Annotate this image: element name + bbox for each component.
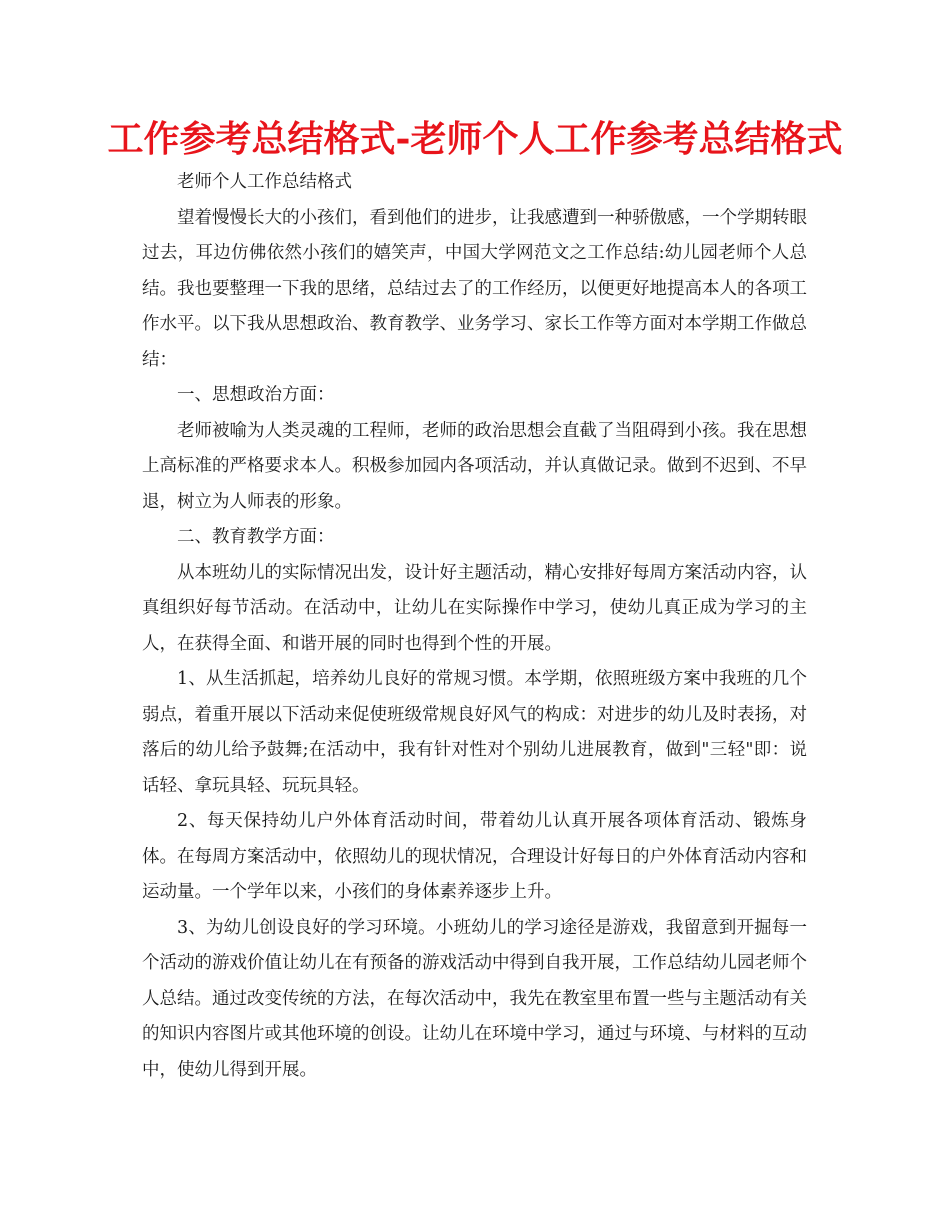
paragraph-item-3: 3、为幼儿创设良好的学习环境。小班幼儿的学习途径是游戏，我留意到开掘每一个活动的游戏价值让幼儿在有预备的游戏活动中得到自我开展，工作总结幼儿园老师个人总结。通过改变传统的方法，在每次活动中，我先在教室里布置一些与主题活动有关的知识内容图片或其他环境的创设。让幼儿在环境中学习，通过与环境、与材料的互动中，使幼儿得到开展。 — [142, 917, 807, 1080]
paragraph-item-1: 1、从生活抓起，培养幼儿良好的常规习惯。本学期，依照班级方案中我班的几个弱点，着重开展以下活动来促使班级常规良好风气的构成：对进步的幼儿及时表扬，对落后的幼儿给予鼓舞;在活动中，我有针对性对个别幼儿进展教育，做到"三轻"即：说话轻、拿玩具轻、玩玩具轻。 — [142, 669, 807, 796]
section-heading-politics: 一、思想政治方面： — [177, 385, 335, 405]
paragraph-item-2: 2、每天保持幼儿户外体育活动时间，带着幼儿认真开展各项体育活动、锻炼身体。在每周方案活动中，依照幼儿的现状情况，合理设计好每日的户外体育活动内容和运动量。一个学年以来，小孩们的身体素养逐步上升。 — [142, 811, 807, 902]
paragraph-politics: 老师被喻为人类灵魂的工程师，老师的政治思想会直截了当阻碍到小孩。我在思想上高标准的严格要求本人。积极参加园内各项活动，并认真做记录。做到不迟到、不早退，树立为人师表的形象。 — [142, 420, 807, 512]
paragraph-teaching: 从本班幼儿的实际情况出发，设计好主题活动，精心安排好每周方案活动内容，认真组织好每节活动。在活动中，让幼儿在实际操作中学习，使幼儿真正成为学习的主人，在获得全面、和谐开展的同时也得到个性的开展。 — [142, 562, 807, 654]
paragraph-intro: 望着慢慢长大的小孩们，看到他们的进步，让我感遭到一种骄傲感，一个学期转眼过去，耳边仿佛依然小孩们的嬉笑声，中国大学网范文之工作总结:幼儿园老师个人总结。我也要整理一下我的思绪，总结过去了的工作经历，以便更好地提高本人的各项工作水平。以下我从思想政治、教育教学、业务学习、家长工作等方面对本学期工作做总结： — [142, 207, 807, 370]
document-title: 工作参考总结格式-老师个人工作参考总结格式 — [107, 118, 843, 160]
document-body — [142, 165, 807, 1088]
paragraph-subtitle: 老师个人工作总结格式 — [177, 172, 352, 192]
section-heading-teaching: 二、教育教学方面： — [177, 527, 335, 547]
